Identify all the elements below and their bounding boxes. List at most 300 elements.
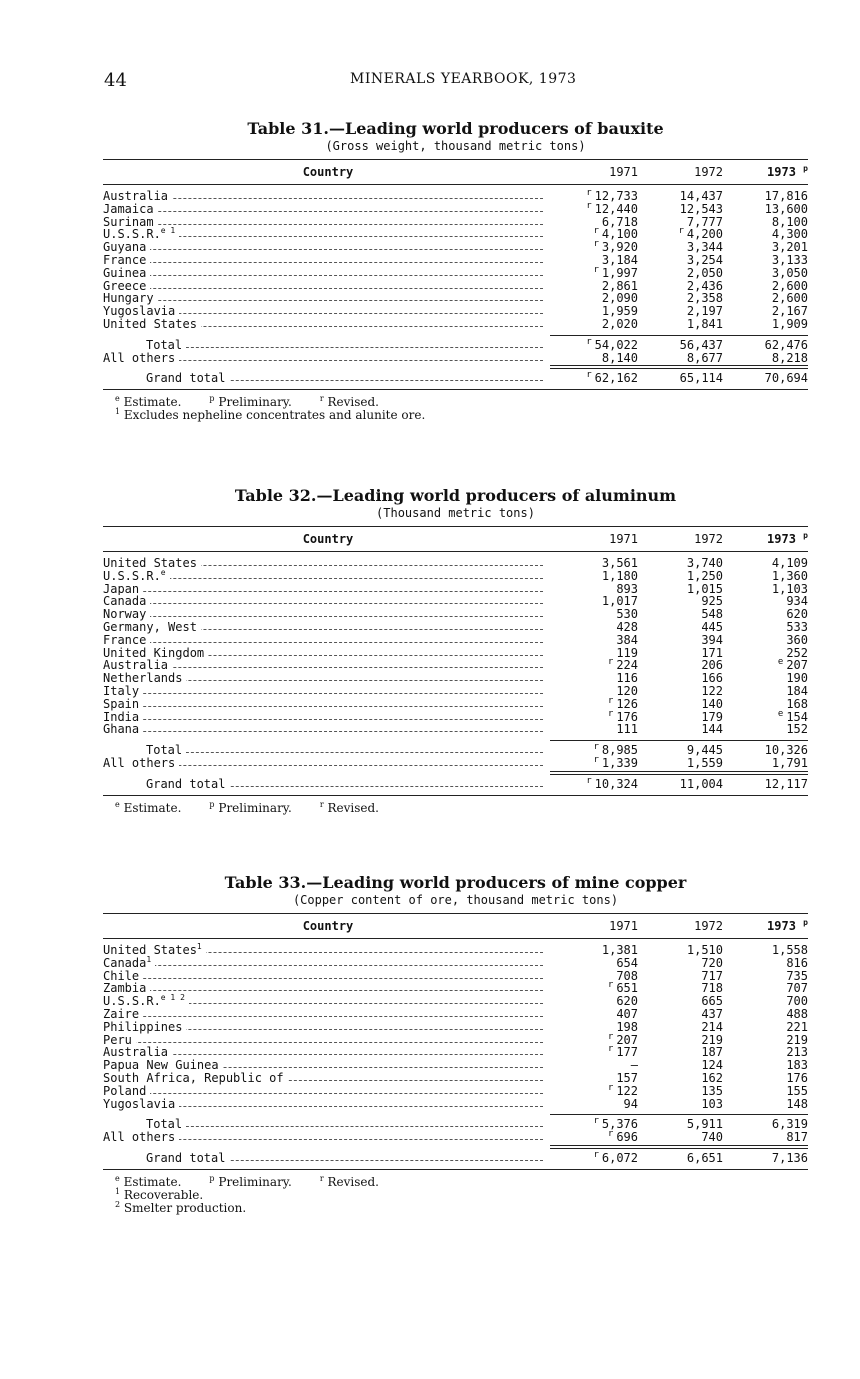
country-name-text: Zambia	[103, 981, 147, 996]
footnote-mark: e 1 2	[160, 993, 185, 1003]
header-bottom-rule	[103, 551, 808, 552]
value-text: 119	[616, 645, 638, 660]
value-text: 2,197	[686, 304, 723, 319]
table-title-text: —Leading world producers of aluminum	[316, 486, 677, 505]
legend-text: Preliminary.	[218, 800, 292, 815]
value-cell	[769, 318, 808, 331]
table-title	[103, 873, 808, 892]
country-name-text: All others	[103, 755, 176, 770]
legend-item	[115, 1175, 181, 1189]
value-text: 219	[786, 1032, 808, 1047]
country-name-text: Australia	[103, 1045, 169, 1060]
value-cell	[684, 352, 723, 365]
value-text: 707	[786, 981, 808, 996]
legend-text: Estimate.	[123, 395, 182, 410]
header-country: Country	[302, 919, 354, 933]
value-text: 1,103	[771, 581, 808, 596]
value-text: 70,694	[764, 371, 808, 386]
value-text: 1,510	[686, 943, 723, 957]
value-text: 5,911	[686, 1117, 723, 1132]
country-name-text: Total	[146, 1117, 183, 1132]
table-bottom-rule	[103, 795, 808, 796]
country-name-text: Germany, West	[103, 619, 197, 634]
header-1972: 1972	[694, 532, 723, 546]
leader-dots	[103, 616, 543, 617]
value-text: 6,319	[771, 1117, 808, 1132]
value-text: 4,109	[771, 556, 808, 570]
table-footnotes	[103, 1173, 808, 1215]
value-text: 8,140	[601, 350, 638, 365]
legend-mark: p	[209, 394, 215, 404]
table-subtitle: (Thousand metric tons)	[376, 506, 535, 520]
leader-dots	[103, 965, 543, 966]
country-name-text: Ghana	[103, 722, 140, 737]
page-number: 44	[104, 70, 127, 91]
country-name-text: Australia	[103, 189, 169, 203]
header-1973-text: 1973	[767, 165, 796, 179]
value-text: 2,090	[601, 291, 638, 306]
country-name	[103, 757, 179, 770]
header-1971: 1971	[609, 165, 638, 179]
value-text: 116	[616, 671, 638, 686]
value-text: 3,201	[771, 240, 808, 255]
revision-mark: r	[593, 754, 599, 765]
country-name-text: Spain	[103, 696, 140, 711]
legend-text: Preliminary.	[218, 395, 292, 410]
value-text: 740	[701, 1130, 723, 1145]
header-1973	[767, 165, 808, 179]
value-text: 2,600	[771, 291, 808, 306]
value-text: 2,600	[771, 278, 808, 293]
value-text: 394	[701, 632, 723, 647]
country-name-text: Guyana	[103, 240, 147, 255]
country-name-text: France	[103, 632, 147, 647]
country-name-text: Yugoslavia	[103, 304, 176, 319]
rule-line	[550, 774, 808, 775]
table-title	[103, 119, 808, 138]
revision-mark: r	[586, 188, 592, 198]
grand-total-rule	[103, 364, 808, 370]
value-text: 1,997	[601, 265, 638, 280]
value-cell	[783, 1098, 808, 1111]
value-cell	[599, 318, 638, 331]
country-name-text: Papua New Guinea	[103, 1058, 219, 1073]
leader-dots	[103, 706, 543, 707]
revision-mark: r	[678, 226, 684, 237]
revision-mark: r	[607, 1082, 614, 1093]
value-text: 184	[786, 683, 808, 698]
value-text: 3,184	[601, 252, 638, 267]
footnote-legend-line	[103, 799, 808, 815]
header-bottom-rule	[103, 938, 808, 939]
value-text: 1,791	[771, 755, 808, 770]
country-name-text: South Africa, Republic of	[103, 1070, 284, 1085]
legend-item	[209, 1175, 291, 1189]
revision-mark: r	[607, 708, 614, 719]
country-name-text: Jamaica	[103, 201, 154, 216]
leader-dots	[103, 603, 543, 604]
country-name-text: Grand total	[146, 776, 226, 791]
header-bottom-rule	[103, 184, 808, 185]
value-text: 925	[701, 594, 723, 609]
table-footnotes	[103, 396, 808, 422]
value-text: 3,920	[601, 240, 638, 255]
country-name-text: United States	[103, 556, 197, 570]
value-text: 3,561	[601, 556, 638, 570]
value-text: 1,015	[686, 581, 723, 596]
preliminary-mark: p	[803, 918, 808, 927]
table-row	[103, 1098, 808, 1111]
value-text: 3,133	[771, 252, 808, 267]
revision-mark: r	[593, 239, 599, 250]
country-name-text: United States	[103, 316, 197, 331]
revision-mark: r	[586, 775, 592, 786]
total-rule-line	[550, 740, 808, 741]
leader-dots	[103, 719, 543, 720]
revision-mark: r	[607, 1044, 614, 1055]
value-text: 1,017	[601, 594, 638, 609]
leader-dots	[146, 1126, 543, 1127]
value-text: 1,909	[771, 316, 808, 331]
country-name-text: Netherlands	[103, 671, 183, 686]
country-name-text: Poland	[103, 1083, 147, 1098]
legend-item	[209, 801, 291, 815]
table-number: Table 32.	[234, 486, 317, 505]
value-text: 168	[786, 696, 808, 711]
legend-mark: p	[209, 1173, 215, 1183]
footnote-mark: e 1	[160, 226, 176, 236]
value-text: 8,985	[601, 743, 638, 758]
country-name-text: All others	[103, 1130, 176, 1145]
all-others-row	[103, 352, 808, 365]
value-text: 166	[701, 671, 723, 686]
country-name-text: France	[103, 252, 147, 267]
value-text: 488	[786, 1006, 808, 1021]
table-bauxite	[103, 119, 808, 422]
country-name-text: U.S.S.R.	[103, 994, 161, 1009]
legend-mark: e	[115, 799, 120, 809]
value-cell	[698, 723, 723, 736]
leader-dots	[103, 1016, 543, 1017]
value-text: 1,339	[601, 755, 638, 770]
value-text: 530	[616, 607, 638, 622]
table-footnotes	[103, 799, 808, 815]
value-text: 1,180	[601, 568, 638, 583]
value-text: 54,022	[594, 337, 638, 352]
value-cell	[608, 1131, 638, 1144]
header-1971: 1971	[609, 532, 638, 546]
value-text: 437	[701, 1006, 723, 1021]
value-text: 718	[701, 981, 723, 996]
header-country: Country	[302, 532, 354, 546]
all-others-row	[103, 1131, 808, 1144]
country-name	[146, 1152, 229, 1165]
revision-mark: r	[586, 336, 592, 347]
value-text: 1,360	[771, 568, 808, 583]
revision-mark: r	[593, 742, 599, 753]
leader-dots	[103, 693, 543, 694]
value-cell	[698, 1098, 723, 1111]
footnote-mark: 1	[146, 954, 152, 964]
header-1973	[767, 919, 808, 933]
value-text: 183	[786, 1058, 808, 1073]
value-text: 10,324	[594, 776, 638, 791]
legend-mark: r	[319, 394, 324, 404]
rule-line	[550, 771, 808, 772]
leader-dots	[103, 642, 543, 643]
value-cell	[769, 1152, 808, 1165]
leader-dots	[103, 275, 543, 276]
value-text: 206	[701, 658, 723, 673]
value-text: 360	[786, 632, 808, 647]
leader-dots	[103, 731, 543, 732]
header-1973-text: 1973	[767, 919, 796, 933]
value-text: 2,020	[601, 316, 638, 331]
legend-mark: r	[319, 799, 324, 809]
legend-text: Estimate.	[123, 1174, 182, 1189]
leader-dots	[146, 752, 543, 753]
value-text: 2,167	[771, 304, 808, 319]
country-name-text: Australia	[103, 658, 169, 673]
value-text: 6,651	[686, 1150, 723, 1165]
revision-mark: r	[593, 226, 599, 237]
value-text: 13,600	[764, 201, 808, 216]
value-text: 10,326	[764, 743, 808, 758]
value-cell	[677, 778, 723, 791]
value-cell	[769, 352, 808, 365]
value-cell	[684, 757, 723, 770]
value-cell	[593, 754, 638, 770]
leader-dots	[103, 978, 543, 979]
value-text: 154	[786, 709, 808, 724]
header-1973-text: 1973	[767, 532, 796, 546]
value-text: 533	[786, 619, 808, 634]
footnote-text: Recoverable.	[123, 1187, 204, 1202]
leader-dots	[103, 990, 543, 991]
value-text: 2,436	[686, 278, 723, 293]
value-text: 103	[701, 1096, 723, 1111]
total-rule-line	[550, 1114, 808, 1115]
revision-mark: r	[607, 695, 614, 706]
value-text: 1,841	[686, 316, 723, 331]
value-text: 8,100	[771, 214, 808, 229]
country-name-text: United Kingdom	[103, 645, 205, 660]
country-name-text: Hungary	[103, 291, 154, 306]
value-text: 665	[701, 994, 723, 1009]
legend-text: Revised.	[327, 800, 379, 815]
value-text: 135	[701, 1083, 723, 1098]
country-name	[103, 723, 143, 736]
revision-mark: e	[777, 657, 784, 668]
table-title-text: —Leading world producers of bauxite	[328, 119, 664, 138]
value-text: 198	[616, 1019, 638, 1034]
legend-text: Estimate.	[123, 800, 182, 815]
value-text: 548	[701, 607, 723, 622]
value-text: 12,733	[594, 189, 638, 203]
header-1972: 1972	[694, 919, 723, 933]
value-text: 6,718	[601, 214, 638, 229]
value-cell	[613, 723, 638, 736]
footnote-number: 1	[115, 407, 121, 417]
country-name-text: Canada	[103, 955, 147, 970]
rule-line	[550, 1148, 808, 1149]
value-text: 3,740	[686, 556, 723, 570]
value-text: 9,445	[686, 743, 723, 758]
country-name-text: Peru	[103, 1032, 132, 1047]
value-text: 934	[786, 594, 808, 609]
value-text: 1,250	[686, 568, 723, 583]
value-text: 8,677	[686, 350, 723, 365]
leader-dots	[146, 347, 543, 348]
value-text: 120	[616, 683, 638, 698]
value-text: 177	[616, 1045, 638, 1060]
value-text: 207	[616, 1032, 638, 1047]
table-header	[103, 160, 808, 184]
footnote	[103, 1199, 808, 1215]
value-text: 1,959	[601, 304, 638, 319]
country-name-text: All others	[103, 350, 176, 365]
value-text: 12,440	[594, 201, 638, 216]
value-text: 17,816	[764, 189, 808, 203]
leader-dots	[103, 211, 543, 212]
country-name-text: Greece	[103, 278, 147, 293]
value-text: 111	[616, 722, 638, 737]
country-name-text: India	[103, 709, 140, 724]
value-text: 7,136	[771, 1150, 808, 1165]
footnote-number: 2	[115, 1199, 121, 1209]
value-text: 717	[701, 968, 723, 983]
all-others-row	[103, 754, 808, 770]
value-text: 171	[701, 645, 723, 660]
revision-mark: e	[777, 708, 784, 719]
grand-total-row	[103, 775, 808, 791]
value-text: 155	[786, 1083, 808, 1098]
country-name-text: Zaire	[103, 1006, 140, 1021]
country-name-text: Surinam	[103, 214, 154, 229]
value-text: 122	[616, 1083, 638, 1098]
value-text: 708	[616, 968, 638, 983]
value-text: 445	[701, 619, 723, 634]
leader-dots	[103, 1042, 543, 1043]
value-text: 2,861	[601, 278, 638, 293]
legend-mark: e	[115, 394, 120, 404]
value-text: 56,437	[679, 337, 723, 352]
table-subtitle: (Copper content of ore, thousand metric tons)	[292, 893, 619, 907]
value-text: 252	[786, 645, 808, 660]
value-cell	[762, 372, 808, 385]
value-cell	[783, 723, 808, 736]
value-text: 157	[616, 1070, 638, 1085]
legend-text: Preliminary.	[218, 1174, 292, 1189]
table-mine-copper	[103, 873, 808, 1215]
table-subtitle: (Gross weight, thousand metric tons)	[325, 139, 586, 153]
country-name-text: U.S.S.R.	[103, 568, 161, 583]
value-text: 176	[786, 1070, 808, 1085]
rule-line	[550, 365, 808, 366]
table-header	[103, 914, 808, 938]
preliminary-mark: p	[803, 531, 808, 540]
value-text: 62,476	[764, 337, 808, 352]
country-name	[146, 778, 229, 791]
footnote-text: Smelter production.	[123, 1200, 247, 1215]
value-text: 11,004	[679, 776, 723, 791]
table-row	[103, 723, 808, 736]
table-aluminum	[103, 486, 808, 815]
value-text: 620	[786, 607, 808, 622]
value-text: 654	[616, 955, 638, 970]
country-name-text: Chile	[103, 968, 140, 983]
leader-dots	[103, 249, 543, 250]
value-text: 696	[616, 1130, 638, 1145]
table-number: Table 33.	[224, 873, 307, 892]
value-cell	[621, 1098, 638, 1111]
footnote-number: 1	[115, 1186, 121, 1196]
running-head: MINERALS YEARBOOK, 1973	[350, 71, 577, 87]
preliminary-mark: p	[803, 164, 808, 173]
country-name	[103, 352, 179, 365]
revision-mark: r	[586, 200, 592, 211]
legend-mark: r	[319, 1173, 324, 1183]
value-text: 221	[786, 1019, 808, 1034]
value-text: 4,300	[771, 227, 808, 242]
value-text: 152	[786, 722, 808, 737]
value-cell	[586, 775, 638, 791]
country-name-text: Norway	[103, 607, 147, 622]
value-text: 214	[701, 1019, 723, 1034]
country-name-text: Italy	[103, 683, 140, 698]
leader-dots	[103, 591, 543, 592]
value-cell	[599, 352, 638, 365]
leader-dots	[103, 288, 543, 289]
value-text: 179	[701, 709, 723, 724]
country-name-text: Philippines	[103, 1019, 183, 1034]
legend-item	[320, 1175, 379, 1189]
legend-item	[320, 801, 379, 815]
country-name-text: U.S.S.R.	[103, 227, 161, 242]
value-text: 1,381	[601, 943, 638, 957]
table-header	[103, 527, 808, 551]
value-text: 817	[786, 1130, 808, 1145]
value-text: 213	[786, 1045, 808, 1060]
value-text: 651	[616, 981, 638, 996]
value-cell	[677, 372, 723, 385]
value-text: 12,117	[764, 776, 808, 791]
country-name-text: Yugoslavia	[103, 1096, 176, 1111]
value-text: 3,050	[771, 265, 808, 280]
table-bottom-rule	[103, 389, 808, 390]
value-text: 140	[701, 696, 723, 711]
value-cell	[698, 1131, 723, 1144]
footnote-mark: 1	[196, 942, 202, 951]
legend-mark: p	[209, 799, 215, 809]
country-name-text: Guinea	[103, 265, 147, 280]
value-cell	[684, 1152, 723, 1165]
value-text: 65,114	[679, 371, 723, 386]
value-text: 700	[786, 994, 808, 1009]
country-name-text: Grand total	[146, 1150, 226, 1165]
value-text: 384	[616, 632, 638, 647]
value-text: 94	[623, 1096, 638, 1111]
header-1971: 1971	[609, 919, 638, 933]
header-country: Country	[302, 165, 354, 179]
value-text: 190	[786, 671, 808, 686]
country-name-text: Total	[146, 337, 183, 352]
country-name-text: Japan	[103, 581, 140, 596]
leader-dots	[103, 262, 543, 263]
revision-mark: r	[607, 1031, 614, 1042]
value-text: 187	[701, 1045, 723, 1060]
grand-total-row	[103, 1149, 808, 1165]
